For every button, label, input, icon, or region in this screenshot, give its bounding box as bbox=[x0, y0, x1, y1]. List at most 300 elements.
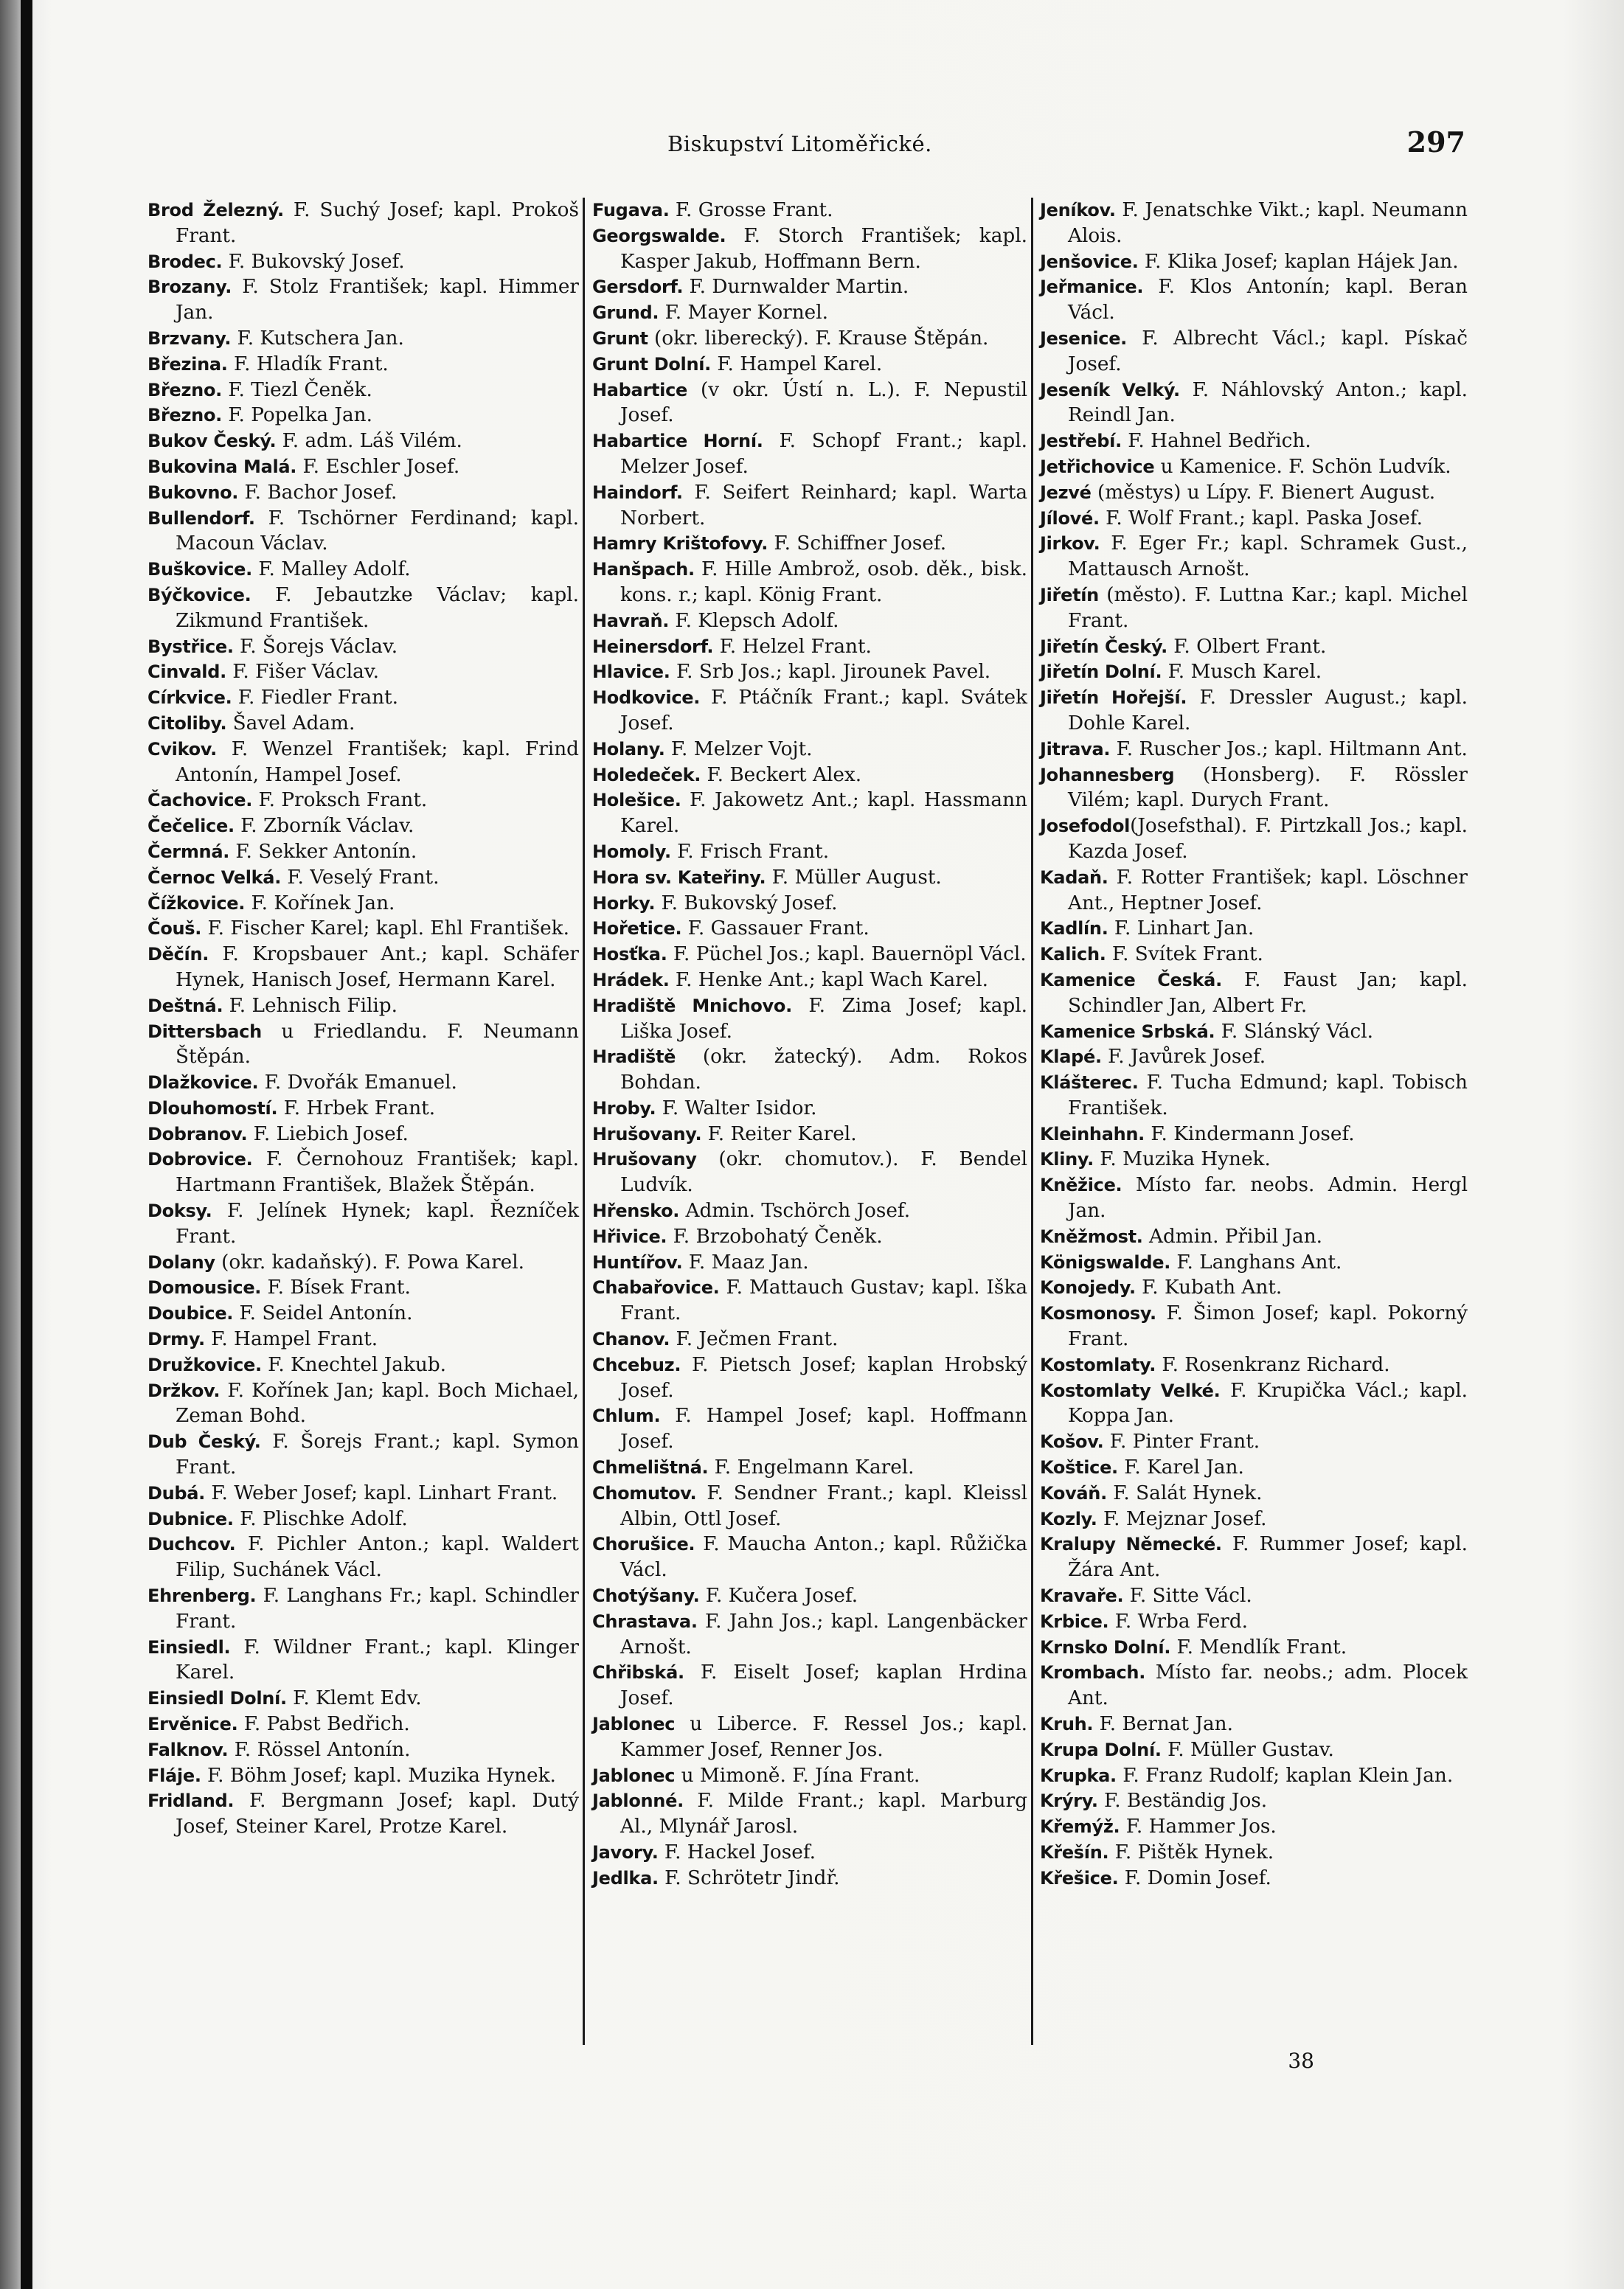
place-name: Kravaře. bbox=[1040, 1585, 1124, 1607]
place-name: Hora sv. Kateřiny. bbox=[592, 866, 766, 888]
place-name: Jiřetín Český. bbox=[1040, 636, 1167, 657]
entry-details: F. Püchel Jos.; kapl. Bauernöpl Václ. bbox=[667, 943, 1027, 966]
entry-details: F. Dressler August.; kapl. Dohle Karel. bbox=[1068, 687, 1468, 734]
entry-details: F. Müller Gustav. bbox=[1161, 1738, 1334, 1761]
entry-details: F. Hahnel Bedřich. bbox=[1121, 430, 1311, 453]
entry-details: Šavel Adam. bbox=[226, 712, 355, 734]
directory-entry bbox=[148, 685, 579, 711]
place-name: Křešice. bbox=[1040, 1867, 1119, 1889]
place-name: Georgswalde. bbox=[592, 225, 726, 246]
entry-details: (okr. liberecký). F. Krause Štěpán. bbox=[648, 327, 989, 350]
entry-details: F. Jakowetz Ant.; kapl. Hassmann Karel. bbox=[620, 789, 1027, 838]
directory-entry bbox=[148, 506, 579, 558]
entry-details: F. Kindermann Josef. bbox=[1145, 1122, 1355, 1145]
directory-entry bbox=[148, 711, 579, 737]
directory-entry bbox=[1040, 428, 1468, 454]
entry-details: F. Grosse Frant. bbox=[669, 199, 833, 221]
place-name: Čečelice. bbox=[148, 816, 235, 837]
place-name: Brozany. bbox=[148, 277, 232, 298]
directory-entry bbox=[1040, 480, 1468, 506]
directory-entry bbox=[148, 454, 579, 480]
place-name: Chorušice. bbox=[592, 1534, 695, 1555]
sheet-signature: 38 bbox=[1288, 2049, 1314, 2073]
directory-entry bbox=[148, 249, 579, 275]
entry-details: F. Hille Ambrož, osob. děk., bisk. kons. r.; kapl. König Frant. bbox=[620, 558, 1027, 606]
entry-details: Admin. Tschörch Josef. bbox=[679, 1200, 911, 1223]
place-name: Hroby. bbox=[592, 1097, 656, 1119]
directory-entry bbox=[592, 1403, 1027, 1455]
place-name: Fugava. bbox=[592, 200, 670, 220]
directory-entry bbox=[1040, 1609, 1468, 1635]
place-name: Jiřetín Dolní. bbox=[1040, 661, 1162, 683]
directory-entry bbox=[592, 839, 1027, 865]
entry-details: F. Pinter Frant. bbox=[1103, 1431, 1260, 1453]
entry-details: F. Ptáčník Frant.; kapl. Svátek Josef. bbox=[620, 687, 1027, 734]
entry-details: F. Klika Josef; kaplan Hájek Jan. bbox=[1138, 250, 1459, 273]
entry-details: F. Šimon Josef; kapl. Pokorný Frant. bbox=[1068, 1302, 1468, 1351]
entry-details: F. Franz Rudolf; kaplan Klein Jan. bbox=[1116, 1764, 1454, 1787]
directory-entry bbox=[1040, 1660, 1468, 1712]
place-name: Krbice. bbox=[1040, 1611, 1109, 1632]
directory-entry bbox=[1040, 1866, 1468, 1892]
place-name: Kosmonosy. bbox=[1040, 1303, 1156, 1324]
entry-details: F. Musch Karel. bbox=[1162, 661, 1322, 684]
directory-entry bbox=[592, 1532, 1027, 1583]
place-name: Brod Železný. bbox=[148, 200, 284, 220]
column-2 bbox=[592, 198, 1027, 1892]
entry-details: F. Fiedler Frant. bbox=[232, 687, 398, 709]
place-name: Krupka. bbox=[1040, 1765, 1117, 1786]
directory-entry bbox=[1040, 1532, 1468, 1583]
directory-entry bbox=[148, 557, 579, 583]
place-name: Chotýšany. bbox=[592, 1585, 700, 1607]
place-name: Jílové. bbox=[1040, 507, 1100, 529]
entry-details: F. Kutschera Jan. bbox=[231, 327, 404, 350]
entry-details: F. Kubath Ant. bbox=[1135, 1277, 1283, 1299]
place-name: Kostomlaty. bbox=[1040, 1354, 1156, 1375]
place-name: Fridland. bbox=[148, 1790, 235, 1812]
place-name: Chrastava. bbox=[592, 1611, 698, 1632]
entry-details: F. Lehnisch Filip. bbox=[223, 994, 398, 1017]
directory-entry bbox=[592, 993, 1027, 1045]
place-name: Cvikov. bbox=[148, 738, 217, 760]
entry-details: F. Henke Ant.; kapl Wach Karel. bbox=[669, 968, 989, 991]
entry-details: F. Engelmann Karel. bbox=[708, 1456, 915, 1479]
directory-entry bbox=[148, 1583, 579, 1635]
place-name: Brodec. bbox=[148, 251, 223, 272]
directory-entry bbox=[1040, 737, 1468, 763]
directory-entry bbox=[148, 1070, 579, 1096]
entry-details: F. Dvořák Emanuel. bbox=[258, 1071, 457, 1094]
place-name: Duchcov. bbox=[148, 1534, 236, 1555]
place-name: Einsiedl Dolní. bbox=[148, 1688, 287, 1709]
directory-entry bbox=[1040, 1840, 1468, 1866]
directory-entry bbox=[1040, 1301, 1468, 1352]
entry-details: F. Stolz František; kapl. Himmer Jan. bbox=[176, 276, 579, 324]
directory-entry bbox=[148, 428, 579, 454]
entry-details: F. Weber Josef; kapl. Linhart Frant. bbox=[205, 1482, 558, 1504]
directory-entry bbox=[148, 1635, 579, 1687]
entry-details: F. Müller August. bbox=[766, 866, 942, 889]
directory-entry bbox=[592, 378, 1027, 429]
directory-entry bbox=[592, 198, 1027, 223]
place-name: Grunt Dolní. bbox=[592, 353, 712, 375]
directory-entry bbox=[1040, 1455, 1468, 1481]
place-name: Dobrovice. bbox=[148, 1149, 253, 1170]
directory-entry bbox=[592, 300, 1027, 326]
directory-entry bbox=[148, 1763, 579, 1789]
place-name: Homoly. bbox=[592, 841, 671, 862]
directory-entry bbox=[592, 891, 1027, 917]
directory-entry bbox=[592, 480, 1027, 532]
book-spine-shadow bbox=[21, 0, 32, 2289]
directory-entry bbox=[1040, 583, 1468, 634]
entry-details: F. Šorejs Frant.; kapl. Symon Frant. bbox=[176, 1431, 579, 1479]
directory-entry bbox=[592, 223, 1027, 275]
directory-entry bbox=[1040, 274, 1468, 326]
entry-details: F. Walter Isidor. bbox=[656, 1097, 817, 1119]
place-name: Heinersdorf. bbox=[592, 636, 714, 657]
place-name: Klášterec. bbox=[1040, 1072, 1139, 1094]
directory-entry bbox=[1040, 942, 1468, 968]
entry-details: Admin. Přibil Jan. bbox=[1142, 1225, 1322, 1248]
entry-details: F. Javůrek Josef. bbox=[1101, 1046, 1266, 1069]
place-name: Josefodol bbox=[1040, 816, 1131, 837]
directory-entry bbox=[1040, 1147, 1468, 1173]
directory-entry bbox=[1040, 1250, 1468, 1276]
place-name: Habartice bbox=[592, 379, 687, 400]
entry-details: F. Wenzel František; kapl. Frind Antonín, Hampel Josef. bbox=[176, 737, 579, 786]
directory-entry bbox=[1040, 249, 1468, 275]
entry-details: (okr. chomutov.). F. Bendel Ludvík. bbox=[620, 1148, 1027, 1197]
directory-entry bbox=[148, 659, 579, 685]
entry-details: (Honsberg). F. Rössler Vilém; kapl. Durych Frant. bbox=[1068, 763, 1468, 812]
place-name: Čachovice. bbox=[148, 790, 253, 811]
entry-details: u Mimoně. F. Jína Frant. bbox=[675, 1764, 920, 1787]
directory-entry bbox=[592, 1583, 1027, 1609]
directory-entry bbox=[148, 198, 579, 249]
directory-entry bbox=[592, 1481, 1027, 1532]
entry-details: F. Bukovský Josef. bbox=[222, 250, 405, 273]
place-name: Chřibská. bbox=[592, 1662, 684, 1684]
directory-entry bbox=[1040, 763, 1468, 814]
directory-entry bbox=[592, 942, 1027, 968]
place-name: Chabařovice. bbox=[592, 1277, 720, 1299]
directory-entry bbox=[592, 865, 1027, 891]
place-name: Hlavice. bbox=[592, 661, 670, 683]
directory-entry bbox=[148, 1275, 579, 1301]
place-name: Kadlín. bbox=[1040, 918, 1108, 939]
directory-entry bbox=[592, 326, 1027, 352]
entry-details: F. Muzika Hynek. bbox=[1093, 1148, 1271, 1171]
directory-entry bbox=[592, 788, 1027, 839]
column-rule bbox=[1031, 198, 1033, 2045]
entry-details: F. Bergmann Josef; kapl. Dutý Josef, Steiner Karel, Protze Karel. bbox=[176, 1790, 579, 1838]
place-name: Chcebuz. bbox=[592, 1354, 681, 1375]
entry-details: F. Eger Fr.; kapl. Schramek Gust., Mattausch Arnošt. bbox=[1068, 532, 1468, 581]
place-name: Brzvany. bbox=[148, 327, 232, 349]
place-name: Bukov Český. bbox=[148, 431, 277, 452]
directory-entry bbox=[592, 1122, 1027, 1147]
place-name: Buškovice. bbox=[148, 559, 252, 580]
entry-details: F. Ječmen Frant. bbox=[670, 1328, 839, 1351]
entry-details: F. Melzer Vojt. bbox=[664, 737, 813, 760]
place-name: Jiřetín Hořejší. bbox=[1040, 687, 1187, 709]
entry-details: F. Rotter František; kapl. Löschner Ant., Heptner Josef. bbox=[1068, 866, 1468, 914]
directory-entry bbox=[148, 1250, 579, 1276]
column-rule bbox=[583, 198, 585, 2045]
entry-details: F. Milde Frant.; kapl. Marburg Al., Mlynář Jarosl. bbox=[620, 1790, 1027, 1838]
place-name: Kněžmost. bbox=[1040, 1226, 1143, 1247]
entry-details: F. Domin Josef. bbox=[1118, 1866, 1271, 1889]
directory-entry bbox=[592, 428, 1027, 480]
entry-details: u Liberce. F. Ressel Jos.; kapl. Kammer Josef, Renner Jos. bbox=[620, 1713, 1027, 1761]
directory-entry bbox=[1040, 1507, 1468, 1532]
place-name: Čížkovice. bbox=[148, 892, 246, 914]
place-name: Huntířov. bbox=[592, 1251, 683, 1273]
directory-entry bbox=[148, 1198, 579, 1250]
entry-details: F. Eschler Josef. bbox=[296, 455, 460, 478]
directory-entry bbox=[592, 1455, 1027, 1481]
entry-details: F. Černohouz František; kapl. Hartmann František, Blažek Štěpán. bbox=[176, 1148, 579, 1197]
place-name: Děčín. bbox=[148, 944, 209, 965]
directory-entry bbox=[148, 813, 579, 839]
place-name: Jestřebí. bbox=[1040, 431, 1122, 452]
place-name: Falknov. bbox=[148, 1739, 229, 1760]
directory-entry bbox=[1040, 1019, 1468, 1045]
place-name: Hamry Krištofovy. bbox=[592, 533, 768, 555]
directory-entry bbox=[1040, 1224, 1468, 1250]
directory-entry bbox=[148, 1147, 579, 1198]
place-name: Drmy. bbox=[148, 1329, 205, 1350]
entry-details: (město). F. Luttna Kar.; kapl. Michel Frant. bbox=[1068, 583, 1468, 632]
place-name: Krýry. bbox=[1040, 1790, 1098, 1812]
directory-entry bbox=[592, 531, 1027, 557]
place-name: Černoc Velká. bbox=[148, 866, 282, 888]
place-name: Kozly. bbox=[1040, 1508, 1097, 1529]
directory-entry bbox=[148, 1788, 579, 1840]
directory-entry bbox=[1040, 1737, 1468, 1763]
directory-entry bbox=[148, 352, 579, 378]
entry-details: F. Klepsch Adolf. bbox=[669, 609, 839, 632]
entry-details: F. Salát Hynek. bbox=[1106, 1482, 1263, 1504]
directory-entry bbox=[592, 634, 1027, 660]
entry-details: F. Schiffner Josef. bbox=[768, 532, 947, 555]
directory-entry bbox=[148, 1378, 579, 1430]
directory-entry bbox=[1040, 1275, 1468, 1301]
column-1 bbox=[148, 198, 579, 1840]
place-name: Březno. bbox=[148, 379, 222, 400]
entry-details: F. Maucha Anton.; kapl. Růžička Václ. bbox=[620, 1533, 1027, 1582]
place-name: Citoliby. bbox=[148, 712, 227, 734]
place-name: Dlouhomostí. bbox=[148, 1097, 278, 1119]
place-name: Hrušovany bbox=[592, 1149, 697, 1170]
entry-details: F. Tucha Edmund; kapl. Tobisch František. bbox=[1068, 1071, 1468, 1119]
directory-entry bbox=[148, 891, 579, 917]
place-name: Konojedy. bbox=[1040, 1277, 1136, 1299]
entry-details: F. Jebautzke Václav; kapl. Zikmund František. bbox=[176, 583, 579, 632]
entry-details: F. Tschörner Ferdinand; kapl. Macoun Václav. bbox=[176, 507, 579, 555]
place-name: Hřensko. bbox=[592, 1201, 680, 1222]
place-name: Fláje. bbox=[148, 1765, 201, 1786]
directory-entry bbox=[1040, 454, 1468, 480]
place-name: Hradiště bbox=[592, 1046, 676, 1068]
entry-details: F. Zborník Václav. bbox=[234, 815, 414, 838]
entry-details: F. Eiselt Josef; kaplan Hrdina Josef. bbox=[620, 1661, 1027, 1710]
place-name: Kostomlaty Velké. bbox=[1040, 1380, 1221, 1401]
directory-entry bbox=[148, 1352, 579, 1378]
column-3 bbox=[1040, 198, 1468, 1892]
directory-entry bbox=[148, 1737, 579, 1763]
directory-entry bbox=[592, 1327, 1027, 1352]
entry-details: F. Böhm Josef; kapl. Muzika Hynek. bbox=[201, 1764, 556, 1787]
directory-entry bbox=[592, 1224, 1027, 1250]
entry-details: F. Bísek Frant. bbox=[261, 1277, 411, 1299]
directory-entry bbox=[148, 865, 579, 891]
entry-details: F. Frisch Frant. bbox=[670, 840, 830, 863]
place-name: Kleinhahn. bbox=[1040, 1123, 1145, 1144]
directory-entry bbox=[1040, 326, 1468, 378]
place-name: Cinvald. bbox=[148, 661, 226, 683]
place-name: Bullendorf. bbox=[148, 507, 255, 529]
directory-entry bbox=[148, 634, 579, 660]
place-name: Grunt bbox=[592, 327, 648, 349]
directory-entry bbox=[1040, 968, 1468, 1019]
entry-details: F. Karel Jan. bbox=[1117, 1456, 1244, 1479]
entry-details: F. Suchý Josef; kapl. Prokoš Frant. bbox=[176, 199, 579, 247]
directory-entry bbox=[148, 737, 579, 788]
directory-entry bbox=[592, 1147, 1027, 1198]
directory-entry bbox=[148, 1507, 579, 1532]
place-name: Jablonec bbox=[592, 1714, 676, 1735]
directory-entry bbox=[592, 968, 1027, 993]
directory-entry bbox=[592, 1866, 1027, 1892]
place-name: Havraň. bbox=[592, 610, 670, 631]
place-name: Býčkovice. bbox=[148, 584, 251, 605]
place-name: Krombach. bbox=[1040, 1662, 1146, 1684]
entry-details: F. Ruscher Jos.; kapl. Hiltmann Ant. bbox=[1110, 737, 1468, 760]
place-name: Košov. bbox=[1040, 1431, 1104, 1453]
directory-entry bbox=[592, 1250, 1027, 1276]
entry-details: F. Veselý Frant. bbox=[281, 866, 440, 889]
directory-entry bbox=[1040, 531, 1468, 583]
directory-entry bbox=[1040, 1070, 1468, 1122]
place-name: Dubá. bbox=[148, 1482, 206, 1504]
entry-details: u Kamenice. F. Schön Ludvík. bbox=[1154, 455, 1451, 478]
entry-details: F. Hampel Josef; kapl. Hoffmann Josef. bbox=[620, 1405, 1027, 1453]
place-name: Církvice. bbox=[148, 687, 232, 709]
directory-entry bbox=[148, 839, 579, 865]
place-name: Hrušovany. bbox=[592, 1123, 702, 1144]
place-name: Křešín. bbox=[1040, 1842, 1109, 1863]
directory-entry bbox=[148, 583, 579, 634]
directory-entry bbox=[148, 916, 579, 942]
place-name: Gersdorf. bbox=[592, 277, 684, 298]
directory-entry bbox=[592, 1763, 1027, 1789]
directory-entry bbox=[592, 557, 1027, 608]
entry-details: F. Krupička Václ.; kapl. Koppa Jan. bbox=[1068, 1379, 1468, 1428]
directory-entry bbox=[148, 1481, 579, 1507]
place-name: Ervěnice. bbox=[148, 1714, 238, 1735]
entry-details: F. Hackel Josef. bbox=[658, 1841, 816, 1863]
directory-entry bbox=[1040, 1583, 1468, 1609]
place-name: Habartice Horní. bbox=[592, 431, 763, 452]
entry-details: F. Tiezl Čeněk. bbox=[221, 378, 372, 401]
place-name: Holedeček. bbox=[592, 764, 701, 785]
place-name: Jablonné. bbox=[592, 1790, 684, 1812]
place-name: Einsiedl. bbox=[148, 1636, 231, 1658]
directory-entry bbox=[148, 378, 579, 403]
directory-entry bbox=[1040, 685, 1468, 737]
directory-entry bbox=[1040, 1044, 1468, 1070]
entry-details: F. Klemt Edv. bbox=[286, 1687, 422, 1710]
entry-details: F. Fischer Karel; kapl. Ehl František. bbox=[201, 917, 569, 940]
place-name: Čermná. bbox=[148, 841, 230, 862]
entry-details: F. Kučera Josef. bbox=[699, 1585, 858, 1608]
place-name: Hořetice. bbox=[592, 918, 682, 939]
place-name: Holešice. bbox=[592, 790, 681, 811]
directory-entry bbox=[1040, 1635, 1468, 1661]
entry-details: F. Jenatschke Vikt.; kapl. Neumann Alois. bbox=[1068, 199, 1468, 247]
place-name: Hodkovice. bbox=[592, 687, 701, 709]
entry-details: F. Seifert Reinhard; kapl. Warta Norbert. bbox=[620, 481, 1027, 529]
entry-details: F. Pabst Bedřich. bbox=[237, 1713, 410, 1736]
directory-entry bbox=[1040, 916, 1468, 942]
entry-details: F. Albrecht Václ.; kapl. Pískač Josef. bbox=[1068, 327, 1468, 375]
entry-details: F. Schopf Frant.; kapl. Melzer Josef. bbox=[620, 430, 1027, 478]
entry-details: F. Brzobohatý Čeněk. bbox=[667, 1225, 883, 1248]
place-name: Kalich. bbox=[1040, 944, 1106, 965]
place-name: Johannesberg bbox=[1040, 764, 1175, 785]
place-name: Jitrava. bbox=[1040, 738, 1111, 760]
directory-entry bbox=[1040, 1814, 1468, 1840]
entry-details: F. Pichler Anton.; kapl. Waldert Filip, Suchánek Václ. bbox=[176, 1533, 579, 1582]
place-name: Königswalde. bbox=[1040, 1251, 1171, 1273]
entry-details: F. Mendlík Frant. bbox=[1170, 1636, 1347, 1658]
place-name: Deštná. bbox=[148, 995, 223, 1016]
entry-details: F. Klos Antonín; kapl. Beran Václ. bbox=[1068, 276, 1468, 324]
entry-details: F. Svítek Frant. bbox=[1106, 943, 1263, 966]
place-name: Čouš. bbox=[148, 918, 202, 939]
place-name: Domousice. bbox=[148, 1277, 262, 1299]
place-name: Družkovice. bbox=[148, 1354, 262, 1375]
directory-entry bbox=[592, 1660, 1027, 1712]
place-name: Doksy. bbox=[148, 1201, 212, 1222]
place-name: Hosťka. bbox=[592, 944, 667, 965]
directory-entry bbox=[592, 1712, 1027, 1763]
entry-details: F. Faust Jan; kapl. Schindler Jan, Albert Fr. bbox=[1068, 968, 1468, 1017]
entry-details: F. Kořínek Jan. bbox=[245, 892, 395, 914]
directory-entry bbox=[1040, 1712, 1468, 1737]
directory-entry bbox=[592, 737, 1027, 763]
place-name: Jablonec bbox=[592, 1765, 676, 1786]
entry-details: F. Liebich Josef. bbox=[247, 1122, 409, 1145]
place-name: Jesenice. bbox=[1040, 327, 1128, 349]
entry-details: F. Zima Josef; kapl. Liška Josef. bbox=[620, 994, 1028, 1043]
directory-entry bbox=[592, 916, 1027, 942]
directory-entry bbox=[1040, 1429, 1468, 1455]
entry-details: F. adm. Láš Vilém. bbox=[276, 430, 462, 453]
entry-details: F. Kořínek Jan; kapl. Boch Michael, Zeman Bohd. bbox=[176, 1379, 579, 1428]
place-name: Dobranov. bbox=[148, 1123, 248, 1144]
directory-entry bbox=[592, 1609, 1027, 1661]
entry-details: F. Hampel Frant. bbox=[204, 1328, 378, 1351]
place-name: Jeřmanice. bbox=[1040, 277, 1144, 298]
entry-details: F. Wrba Ferd. bbox=[1108, 1610, 1249, 1633]
entry-details: u Friedlandu. F. Neumann Štěpán. bbox=[176, 1020, 579, 1069]
entry-details: F. Linhart Jan. bbox=[1108, 917, 1255, 940]
entry-details: F. Wolf Frant.; kapl. Paska Josef. bbox=[1099, 507, 1423, 529]
